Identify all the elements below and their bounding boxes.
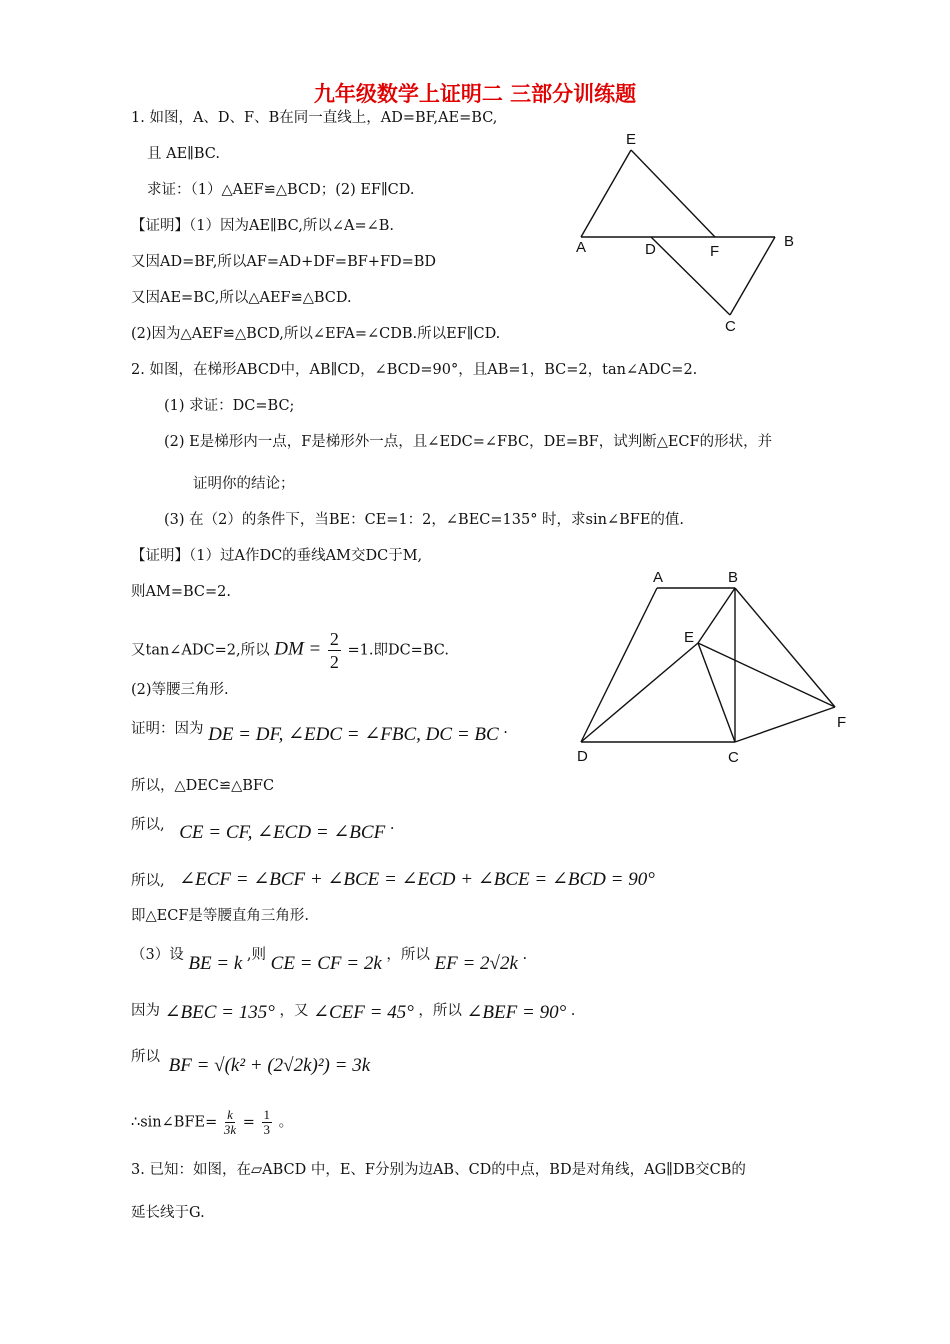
q2-part3-line-2-end: .: [570, 1003, 576, 1019]
q2-label-e: E: [684, 629, 695, 646]
q2-label-a: A: [653, 569, 664, 586]
q2-proof-line-3: [131, 628, 449, 673]
q2-subquestion-2a: (2) E是梯形内一点，F是梯形外一点，且∠EDC=∠FBC，DE=BF，试判断△ECF的形状，并: [164, 434, 773, 450]
q1-label-b: B: [784, 233, 795, 250]
q2-label-c: C: [728, 749, 739, 766]
q2-segment-de: [581, 643, 698, 742]
q3-statement-line-2: 延长线于G.: [131, 1205, 205, 1221]
q2-dm-numerator: 2: [329, 629, 339, 649]
q2-proof-line-5-end: .: [503, 721, 508, 737]
q2-sin-equals: =: [242, 1114, 255, 1131]
q2-sin-denominator-1: 3k: [223, 1122, 237, 1137]
q2-proof-line-3-suffix: =1.即DC=BC.: [347, 642, 449, 659]
q2-part3-line-2: [131, 1000, 575, 1021]
page-title: 九年级数学上证明二 三部分训练题: [313, 82, 637, 106]
q2-congruence-conditions: DE = DF, ∠EDC = ∠FBC, DC = BC: [208, 724, 499, 745]
q2-proof-line-5-prefix: 证明：因为: [131, 721, 204, 737]
q2-segment-bf: [735, 588, 835, 707]
q2-sin-numerator-1: k: [227, 1107, 233, 1122]
q2-proof-line-1: 【证明】（1）过A作DC的垂线AM交DC于M,: [131, 548, 423, 564]
q2-label-d: D: [577, 748, 588, 765]
q1-segment-bc: [730, 237, 775, 315]
q2-subquestion-3: (3) 在（2）的条件下，当BE：CE=1：2，∠BEC=135° 时，求sin∠BFE的值.: [164, 512, 685, 528]
q2-part3-then: ,则: [246, 947, 267, 963]
q1-proof-line-1: 【证明】（1）因为AE∥BC,所以∠A=∠B.: [131, 218, 395, 234]
q2-sin-numerator-2: 1: [263, 1107, 271, 1122]
q2-sin-fraction-1: [224, 1108, 236, 1137]
q1-label-a: A: [576, 239, 587, 256]
q2-proof-line-9: 即△ECF是等腰直角三角形.: [131, 908, 309, 924]
q2-because: 因为: [131, 1003, 160, 1019]
q2-figure: [570, 565, 860, 775]
q2-label-b: B: [728, 569, 739, 586]
q2-sin-denominator-2: 3: [263, 1122, 271, 1137]
q2-part3-line-4: [131, 1108, 293, 1137]
q2-segment-be: [698, 588, 735, 643]
q2-proof-line-8-prefix: 所以,: [131, 873, 165, 889]
q2-dm-equals: =: [308, 638, 322, 660]
q2-and-also: ，又: [279, 1003, 309, 1019]
q2-dm-denominator: 2: [329, 652, 339, 672]
q2-dm-symbol: DM: [274, 638, 304, 660]
q2-angle-bec: ∠BEC = 135°: [164, 1002, 275, 1023]
q1-statement-line-1: 1. 如图，A、D、F、B在同一直线上，AD=BF,AE=BC,: [131, 110, 498, 126]
q1-prove-line: 求证：（1）△AEF≌△BCD；(2) EF∥CD.: [147, 182, 415, 198]
q2-ce-equals-cf: CE = CF = 2k: [270, 953, 382, 974]
q1-label-c: C: [725, 318, 736, 335]
q2-proof-line-7-prefix: 所以,: [131, 817, 165, 833]
q1-figure: [560, 125, 810, 340]
q3-statement-line-1: 3. 已知：如图，在▱ABCD 中，E、F分别为边AB、CD的中点，BD是对角线，AG∥DB交CB的: [131, 1162, 746, 1178]
q2-so-bf: 所以: [131, 1049, 160, 1065]
q2-part3-line-1: [131, 944, 528, 974]
q2-part3-line-3: [131, 1046, 371, 1076]
q2-sin-fraction-2: [262, 1108, 273, 1137]
q2-bf-formula: BF = √(k² + (2√2k)²) = 3k: [168, 1055, 371, 1076]
q2-sin-prefix: ∴sin∠BFE=: [131, 1114, 218, 1131]
q2-segment-cf: [735, 707, 835, 742]
q2-therefore: ，所以: [418, 1003, 462, 1019]
q2-proof-line-4: (2)等腰三角形.: [131, 682, 229, 698]
q2-proof-line-3-prefix: 又tan∠ADC=2,所以: [131, 642, 270, 659]
q2-proof-line-8: [131, 870, 655, 891]
q2-part3-end: .: [522, 947, 528, 963]
q2-statement-line: 2. 如图，在梯形ABCD中，AB∥CD，∠BCD=90°，且AB=1，BC=2，tan∠ADC=2.: [131, 362, 698, 378]
q1-label-f: F: [710, 243, 720, 260]
q2-part3-prefix: （3）设: [131, 947, 184, 963]
q2-angle-sum: ∠ECF = ∠BCF + ∠BCE = ∠ECD + ∠BCE = ∠BCD = 90°: [179, 869, 655, 890]
q2-proof-line-6: 所以，△DEC≌△BFC: [131, 778, 275, 794]
q2-label-f: F: [837, 714, 847, 731]
q1-label-e: E: [626, 131, 637, 148]
q2-be-equals-k: BE = k: [188, 953, 243, 974]
q1-label-d: D: [645, 241, 656, 258]
q1-proof-line-2: 又因AD=BF,所以AF=AD+DF=BF+FD=BD: [131, 254, 437, 270]
q2-proof-line-7: [131, 814, 395, 843]
q2-part3-so: ，所以: [386, 947, 430, 963]
q2-subquestion-2b: 证明你的结论；: [193, 476, 295, 492]
q2-angle-bef: ∠BEF = 90°: [466, 1002, 567, 1023]
q2-proof-line-2: 则AM=BC=2.: [131, 584, 231, 600]
q2-dm-fraction: [328, 628, 341, 673]
q2-equal-parts: CE = CF, ∠ECD = ∠BCF: [179, 822, 386, 843]
q2-proof-line-7-end: .: [389, 817, 395, 833]
q2-subquestion-1: (1) 求证：DC=BC;: [164, 398, 295, 414]
q1-proof-line-4: (2)因为△AEF≌△BCD,所以∠EFA=∠CDB.所以EF∥CD.: [131, 326, 501, 342]
q1-segment-ef: [631, 150, 715, 237]
q2-proof-line-5: [131, 718, 508, 745]
q2-angle-cef: ∠CEF = 45°: [313, 1002, 414, 1023]
q2-sin-end: 。: [278, 1114, 294, 1131]
q1-statement-line-2: 且 AE∥BC.: [147, 146, 220, 162]
q1-proof-line-3: 又因AE=BC,所以△AEF≌△BCD.: [131, 290, 352, 306]
q1-segment-ae: [581, 150, 631, 237]
q2-ef-value: EF = 2√2k: [434, 953, 518, 974]
q2-segment-ad: [581, 588, 657, 742]
